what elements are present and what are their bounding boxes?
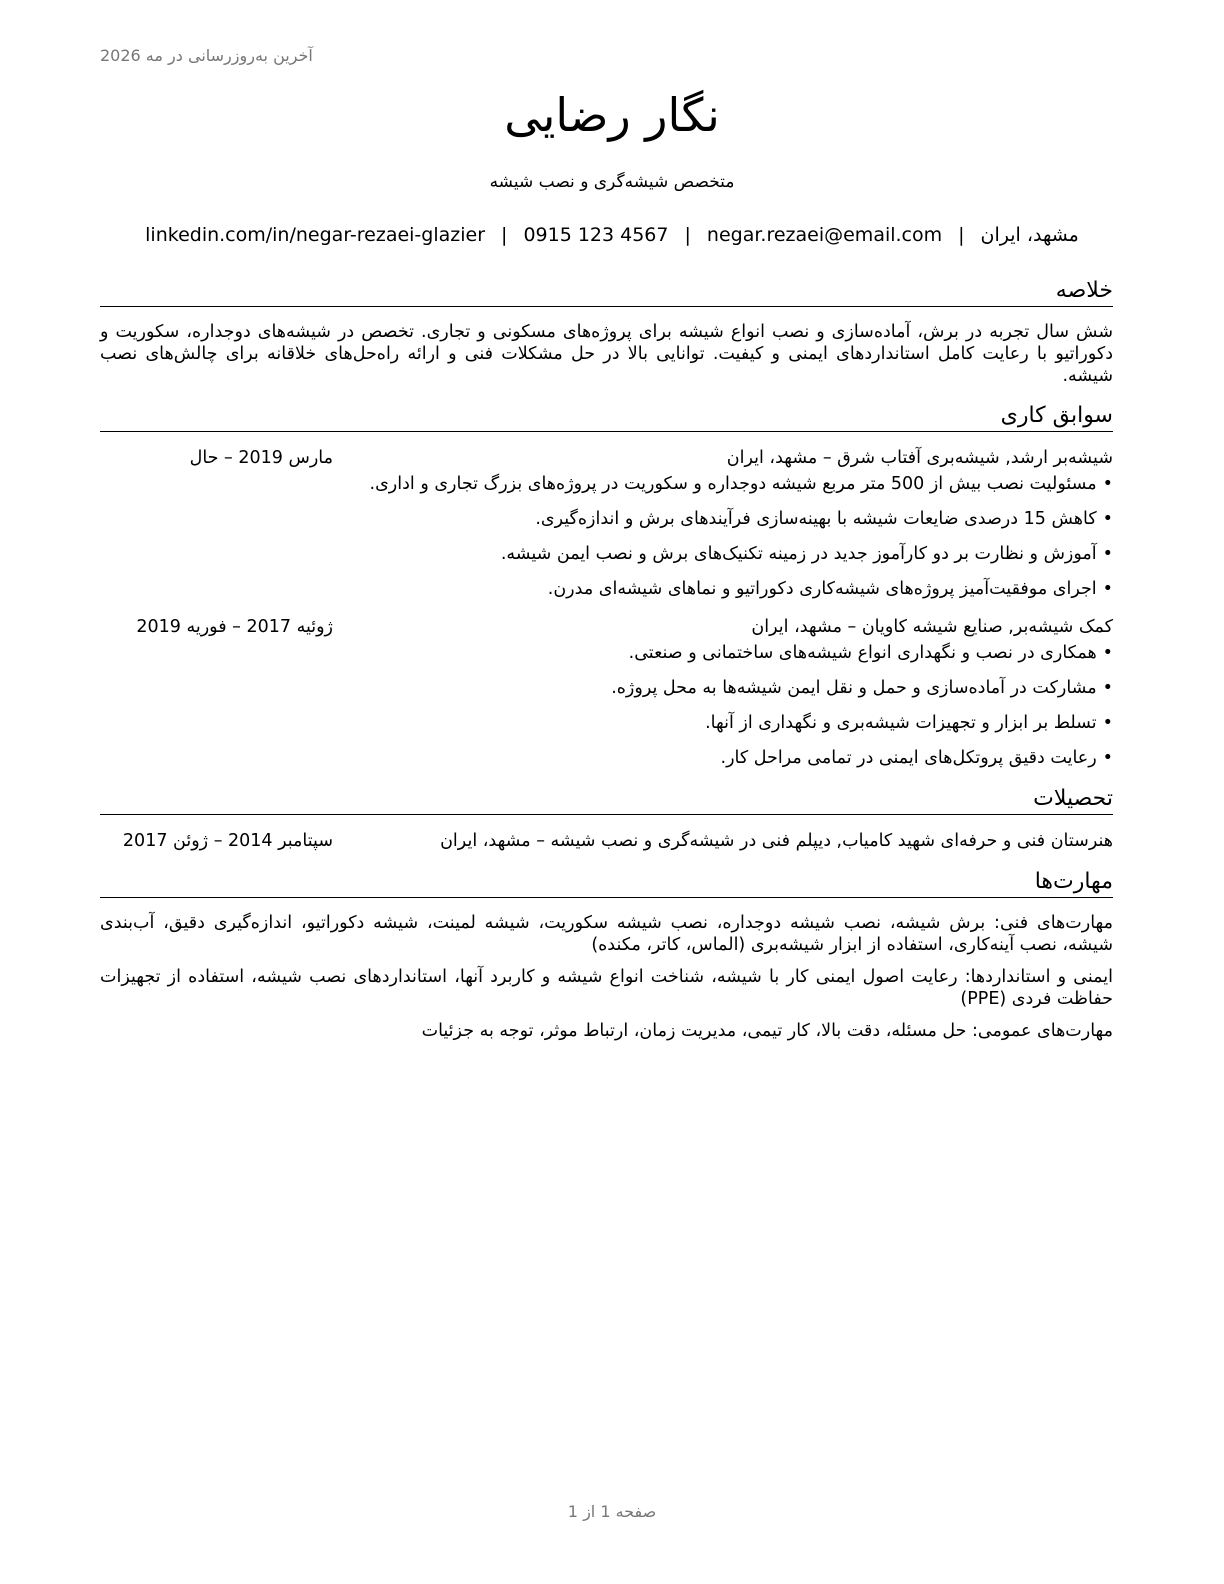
bullet-icon: • — [1102, 713, 1113, 733]
contact-email[interactable]: negar.rezaei@email.com — [706, 224, 943, 246]
summary-section — [100, 276, 1113, 387]
list-item: •اجرای موفقیت‌آمیز پروژه‌های شیشه‌کاری دکوراتیو و نماهای شیشه‌ای مدرن. — [547, 579, 1113, 599]
skills-section — [100, 867, 1113, 1042]
contact-separator: | — [958, 224, 965, 246]
list-item: •رعایت دقیق پروتکل‌های ایمنی در تمامی مراحل کار. — [720, 748, 1113, 768]
education-section — [100, 784, 1113, 853]
job-bullets — [100, 472, 1113, 601]
contact-phone: 0915 123 4567 — [523, 224, 669, 246]
bullet-icon: • — [1102, 509, 1113, 529]
contact-separator: | — [501, 224, 508, 246]
contact-location: مشهد، ایران — [980, 224, 1079, 246]
experience-section — [100, 401, 1113, 770]
person-name: نگار رضایی — [504, 88, 720, 142]
job-dates: مارس 2019 – حال — [189, 448, 333, 468]
page-number: صفحه 1 از 1 — [567, 1502, 657, 1521]
job-header — [100, 615, 1113, 639]
last-updated: آخرین به‌روزرسانی در مه 2026 — [100, 46, 313, 65]
contact-line — [0, 224, 1224, 246]
education-entry — [100, 829, 1113, 853]
job-entry — [100, 446, 1113, 601]
list-item: •همکاری در نصب و نگهداری انواع شیشه‌های ساختمانی و صنعتی. — [628, 643, 1113, 663]
skill-group-safety: ایمنی و استانداردها: رعایت اصول ایمنی کار با شیشه، شناخت انواع شیشه و کاربرد آنها، استانداردهای نصب شیشه، استفاده از تجهیزات حفاظت فردی (PPE) — [100, 967, 1113, 1009]
summary-text: شش سال تجربه در برش، آماده‌سازی و نصب انواع شیشه برای پروژه‌های مسکونی و تجاری. تخصص در شیشه‌های دوجداره، سکوریت و دکوراتیو با رعایت کامل استانداردهای ایمنی و کیفیت. توانایی بالا در حل مشکلات فنی و ارائه راه‌حل‌های خلاقانه برای چالش‌های نصب شیشه. — [100, 322, 1113, 386]
list-item: •کاهش 15 درصدی ضایعات شیشه با بهینه‌سازی فرآیندهای برش و اندازه‌گیری. — [535, 509, 1113, 529]
job-title: کمک شیشه‌بر, صنایع شیشه کاویان – مشهد، ایران — [751, 617, 1113, 637]
section-title-education: تحصیلات — [100, 784, 1113, 815]
bullet-icon: • — [1102, 579, 1113, 599]
list-item: •آموزش و نظارت بر دو کارآموز جدید در زمینه تکنیک‌های برش و نصب ایمن شیشه. — [500, 544, 1113, 564]
bullet-icon: • — [1102, 748, 1113, 768]
job-entry — [100, 615, 1113, 770]
section-title-experience: سوابق کاری — [100, 401, 1113, 432]
section-title-skills: مهارت‌ها — [100, 867, 1113, 898]
bullet-icon: • — [1102, 544, 1113, 564]
job-bullets — [100, 641, 1113, 770]
resume-body — [100, 276, 1113, 1052]
education-school: هنرستان فنی و حرفه‌ای شهید کامیاب, دیپلم فنی در شیشه‌گری و نصب شیشه – مشهد، ایران — [440, 831, 1113, 851]
job-subtitle: متخصص شیشه‌گری و نصب شیشه — [489, 172, 735, 192]
section-title-summary: خلاصه — [100, 276, 1113, 307]
bullet-icon: • — [1102, 474, 1113, 494]
job-dates: ژوئیه 2017 – فوریه 2019 — [136, 617, 333, 637]
skill-group-technical: مهارت‌های فنی: برش شیشه، نصب شیشه دوجداره، نصب شیشه سکوریت، شیشه لمینت، شیشه دکوراتیو، اندازه‌گیری دقیق، آب‌بندی شیشه، نصب آینه‌کاری، استفاده از ابزار شیشه‌بری (الماس، کاتر، مکنده) — [100, 913, 1113, 955]
bullet-icon: • — [1102, 643, 1113, 663]
contact-linkedin[interactable]: linkedin.com/in/negar-rezaei-glazier — [145, 224, 486, 246]
bullet-icon: • — [1102, 678, 1113, 698]
job-title: شیشه‌بر ارشد, شیشه‌بری آفتاب شرق – مشهد، ایران — [726, 448, 1113, 468]
list-item: •تسلط بر ابزار و تجهیزات شیشه‌بری و نگهداری از آنها. — [705, 713, 1113, 733]
contact-separator: | — [684, 224, 691, 246]
education-dates: سپتامبر 2014 – ژوئن 2017 — [122, 831, 333, 851]
skill-group-general: مهارت‌های عمومی: حل مسئله، دقت بالا، کار تیمی، مدیریت زمان، ارتباط موثر، توجه به جزئیات — [421, 1021, 1113, 1041]
job-header — [100, 446, 1113, 470]
list-item: •مسئولیت نصب بیش از 500 متر مربع شیشه دوجداره و سکوریت در پروژه‌های بزرگ تجاری و اداری. — [369, 474, 1113, 494]
list-item: •مشارکت در آماده‌سازی و حمل و نقل ایمن شیشه‌ها به محل پروژه. — [611, 678, 1113, 698]
